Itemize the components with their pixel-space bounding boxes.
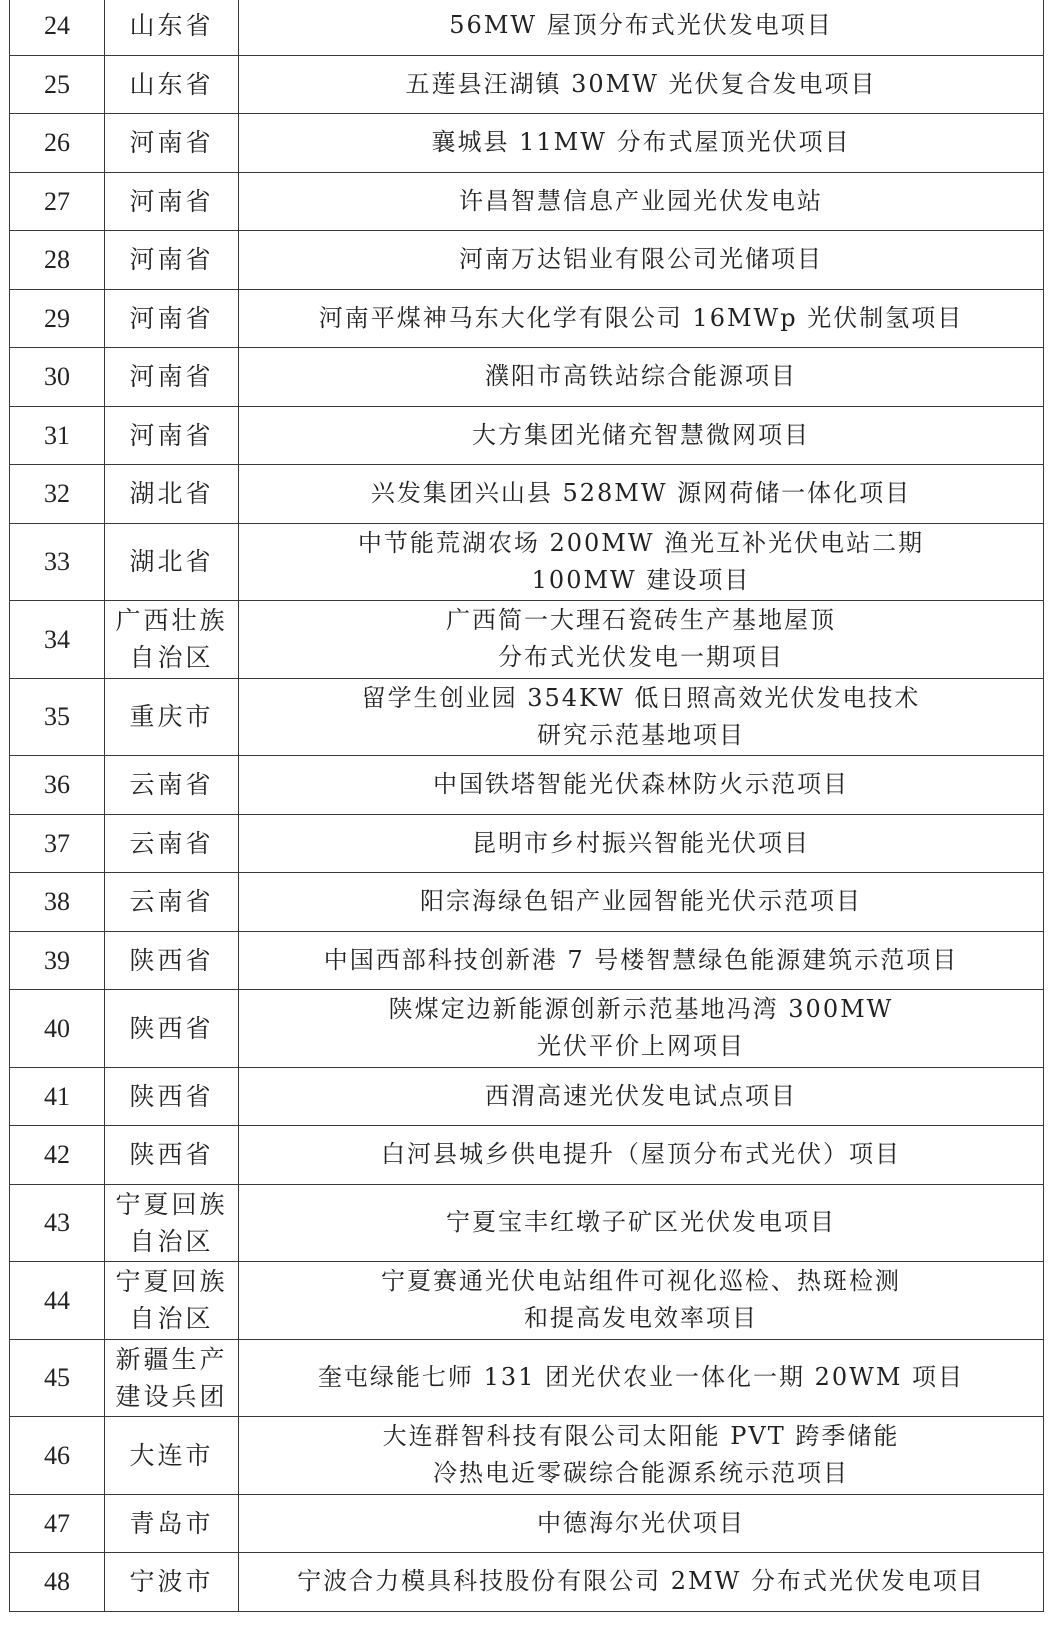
- region-cell: [105, 289, 239, 348]
- row-number: 38: [10, 873, 105, 932]
- project-name-cell: [239, 601, 1044, 679]
- project-name-text: 留学生创业园 354KW 低日照高效光伏发电技术: [361, 683, 921, 712]
- table-row: [10, 873, 1044, 932]
- project-name-cell: [239, 873, 1044, 932]
- project-name-cell: [239, 756, 1044, 815]
- region-text: 河南省: [129, 303, 214, 333]
- region-text: 青岛市: [129, 1508, 214, 1538]
- table-row: [10, 756, 1044, 815]
- region-cell: [105, 55, 239, 114]
- row-number: 35: [10, 678, 105, 756]
- project-name-cell: [239, 0, 1044, 55]
- project-name-cell: [239, 55, 1044, 114]
- table-row: [10, 114, 1044, 173]
- region-text: 云南省: [129, 887, 214, 917]
- project-name-cell: [239, 1067, 1044, 1126]
- project-name-text: 宁夏赛通光伏电站组件可视化巡检、热斑检测: [381, 1267, 901, 1296]
- region-text: 河南省: [129, 420, 214, 450]
- region-text: 建设兵团: [115, 1381, 228, 1411]
- project-name-text: 冷热电近零碳综合能源系统示范项目: [433, 1459, 849, 1488]
- table-row: [10, 931, 1044, 990]
- project-name-cell: [239, 231, 1044, 290]
- row-number: 47: [10, 1494, 105, 1553]
- row-number: 46: [10, 1417, 105, 1495]
- project-name-cell: [239, 1417, 1044, 1495]
- project-name-text: 中国铁塔智能光伏森林防火示范项目: [433, 770, 849, 799]
- table-row: [10, 1184, 1044, 1262]
- row-number: 28: [10, 231, 105, 290]
- table-row: [10, 814, 1044, 873]
- region-cell: [105, 172, 239, 231]
- project-name-text: 和提高发电效率项目: [524, 1304, 758, 1333]
- project-name-text: 宁波合力模具科技股份有限公司 2MW 分布式光伏发电项目: [297, 1567, 985, 1596]
- region-cell: [105, 348, 239, 407]
- project-name-text: 中国西部科技创新港 7 号楼智慧绿色能源建筑示范项目: [323, 945, 959, 974]
- region-cell: [105, 1262, 239, 1340]
- table-row: [10, 678, 1044, 756]
- project-name-text: 西渭高速光伏发电试点项目: [485, 1081, 797, 1110]
- project-name-text: 研究示范基地项目: [537, 720, 745, 749]
- table-row: [10, 523, 1044, 601]
- row-number: 27: [10, 172, 105, 231]
- region-cell: [105, 873, 239, 932]
- region-cell: [105, 1553, 239, 1612]
- region-cell: [105, 231, 239, 290]
- region-text: 宁夏回族: [115, 1189, 228, 1219]
- project-name-cell: [239, 465, 1044, 524]
- row-number: 30: [10, 348, 105, 407]
- row-number: 29: [10, 289, 105, 348]
- row-number: 26: [10, 114, 105, 173]
- region-text: 河南省: [129, 128, 214, 158]
- project-name-text: 中节能荒湖农场 200MW 渔光互补光伏电站二期: [357, 528, 925, 557]
- region-text: 宁波市: [129, 1567, 214, 1597]
- project-name-text: 五莲县汪湖镇 30MW 光伏复合发电项目: [405, 69, 877, 98]
- project-name-cell: [239, 289, 1044, 348]
- region-cell: [105, 756, 239, 815]
- region-cell: [105, 523, 239, 601]
- region-text: 陕西省: [129, 945, 214, 975]
- project-name-text: 河南平煤神马东大化学有限公司 16MWp 光伏制氢项目: [318, 303, 964, 332]
- table-row: [10, 990, 1044, 1068]
- project-name-cell: [239, 1339, 1044, 1417]
- table-body: [10, 0, 1044, 1611]
- row-number: 39: [10, 931, 105, 990]
- region-cell: [105, 1494, 239, 1553]
- row-number: 32: [10, 465, 105, 524]
- row-number: 31: [10, 406, 105, 465]
- project-name-cell: [239, 172, 1044, 231]
- project-name-cell: [239, 523, 1044, 601]
- project-name-cell: [239, 1494, 1044, 1553]
- project-name-cell: [239, 1184, 1044, 1262]
- region-cell: [105, 1417, 239, 1495]
- row-number: 45: [10, 1339, 105, 1417]
- region-text: 山东省: [129, 11, 214, 41]
- table-row: [10, 55, 1044, 114]
- project-name-text: 光伏平价上网项目: [537, 1032, 745, 1061]
- region-text: 湖北省: [129, 479, 214, 509]
- project-name-text: 河南万达铝业有限公司光储项目: [459, 245, 823, 274]
- region-cell: [105, 114, 239, 173]
- project-name-text: 大方集团光储充智慧微网项目: [472, 420, 810, 449]
- region-cell: [105, 601, 239, 679]
- region-text: 河南省: [129, 186, 214, 216]
- table-row: [10, 1067, 1044, 1126]
- region-text: 广西壮族: [115, 606, 228, 636]
- row-number: 42: [10, 1126, 105, 1185]
- project-name-cell: [239, 1553, 1044, 1612]
- region-cell: [105, 931, 239, 990]
- project-name-text: 白河县城乡供电提升（屋顶分布式光伏）项目: [381, 1140, 901, 1169]
- table-row: [10, 1553, 1044, 1612]
- region-cell: [105, 465, 239, 524]
- table-row: [10, 231, 1044, 290]
- row-number: 44: [10, 1262, 105, 1340]
- region-text: 河南省: [129, 245, 214, 275]
- row-number: 33: [10, 523, 105, 601]
- region-text: 山东省: [129, 69, 214, 99]
- region-text: 重庆市: [129, 702, 214, 732]
- project-name-text: 中德海尔光伏项目: [537, 1508, 745, 1537]
- region-cell: [105, 406, 239, 465]
- project-name-text: 广西简一大理石瓷砖生产基地屋顶: [446, 606, 836, 635]
- table-row: [10, 1126, 1044, 1185]
- region-text: 自治区: [129, 643, 214, 673]
- row-number: 36: [10, 756, 105, 815]
- project-name-cell: [239, 114, 1044, 173]
- region-text: 自治区: [129, 1304, 214, 1334]
- row-number: 41: [10, 1067, 105, 1126]
- project-name-text: 兴发集团兴山县 528MW 源网荷储一体化项目: [370, 479, 912, 508]
- table-row: [10, 1262, 1044, 1340]
- region-text: 宁夏回族: [115, 1267, 228, 1297]
- project-name-cell: [239, 814, 1044, 873]
- region-text: 陕西省: [129, 1140, 214, 1170]
- project-name-text: 濮阳市高铁站综合能源项目: [485, 362, 797, 391]
- project-name-cell: [239, 990, 1044, 1068]
- row-number: 37: [10, 814, 105, 873]
- row-number: 34: [10, 601, 105, 679]
- region-text: 大连市: [129, 1440, 214, 1470]
- project-name-cell: [239, 1126, 1044, 1185]
- region-text: 河南省: [129, 362, 214, 392]
- project-name-text: 奎屯绿能七师 131 团光伏农业一体化一期 20WM 项目: [317, 1363, 965, 1392]
- project-name-text: 陕煤定边新能源创新示范基地冯湾 300MW: [388, 995, 894, 1024]
- region-cell: [105, 1184, 239, 1262]
- table-row: [10, 289, 1044, 348]
- project-name-text: 分布式光伏发电一期项目: [498, 643, 784, 672]
- region-text: 云南省: [129, 770, 214, 800]
- project-name-cell: [239, 348, 1044, 407]
- row-number: 25: [10, 55, 105, 114]
- project-name-cell: [239, 931, 1044, 990]
- region-text: 陕西省: [129, 1081, 214, 1111]
- region-cell: [105, 0, 239, 55]
- row-number: 48: [10, 1553, 105, 1612]
- project-list-table: [9, 0, 1044, 1612]
- row-number: 24: [10, 0, 105, 55]
- table-row: [10, 601, 1044, 679]
- region-cell: [105, 814, 239, 873]
- table-row: [10, 348, 1044, 407]
- project-name-text: 大连群智科技有限公司太阳能 PVT 跨季储能: [382, 1422, 900, 1451]
- project-name-cell: [239, 678, 1044, 756]
- table-row: [10, 172, 1044, 231]
- table-row: [10, 406, 1044, 465]
- region-text: 新疆生产: [115, 1344, 228, 1374]
- table-row: [10, 1417, 1044, 1495]
- region-cell: [105, 1126, 239, 1185]
- region-cell: [105, 990, 239, 1068]
- project-name-text: 许昌智慧信息产业园光伏发电站: [459, 186, 823, 215]
- region-cell: [105, 1339, 239, 1417]
- region-text: 云南省: [129, 828, 214, 858]
- table-row: [10, 465, 1044, 524]
- row-number: 40: [10, 990, 105, 1068]
- region-text: 自治区: [129, 1226, 214, 1256]
- region-text: 湖北省: [129, 547, 214, 577]
- project-name-text: 宁夏宝丰红墩子矿区光伏发电项目: [446, 1208, 836, 1237]
- region-text: 陕西省: [129, 1013, 214, 1043]
- project-name-text: 昆明市乡村振兴智能光伏项目: [472, 828, 810, 857]
- row-number: 43: [10, 1184, 105, 1262]
- region-cell: [105, 678, 239, 756]
- project-name-text: 56MW 屋顶分布式光伏发电项目: [449, 11, 833, 40]
- project-name-cell: [239, 1262, 1044, 1340]
- project-name-text: 100MW 建设项目: [531, 565, 751, 594]
- table-row: [10, 0, 1044, 55]
- table-row: [10, 1494, 1044, 1553]
- project-name-cell: [239, 406, 1044, 465]
- project-name-text: 襄城县 11MW 分布式屋顶光伏项目: [431, 128, 851, 157]
- table-row: [10, 1339, 1044, 1417]
- project-name-text: 阳宗海绿色铝产业园智能光伏示范项目: [420, 887, 862, 916]
- region-cell: [105, 1067, 239, 1126]
